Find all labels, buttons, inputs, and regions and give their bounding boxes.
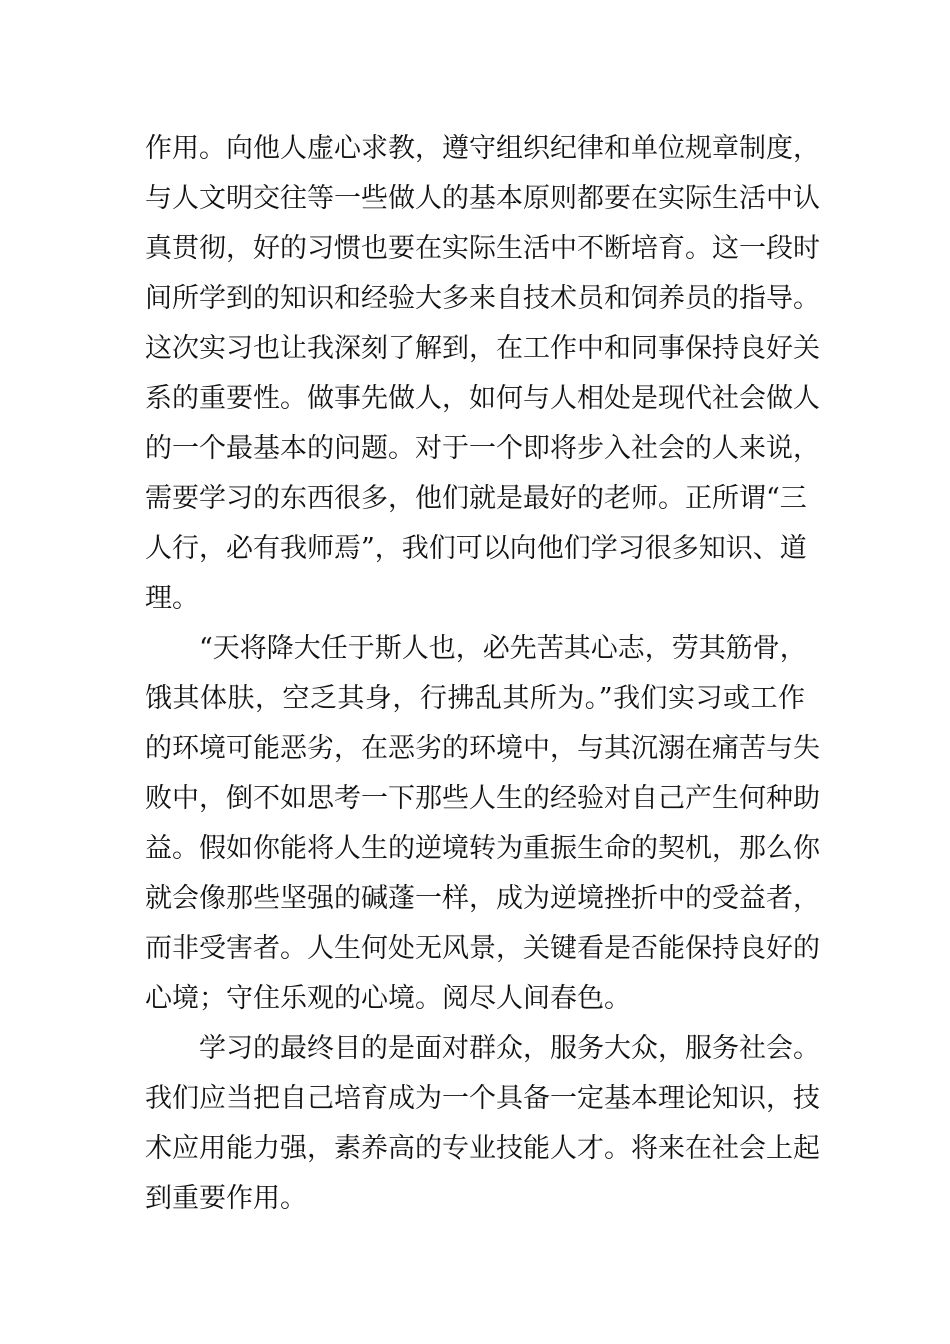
text-line: 术应用能力强，素养高的专业技能人才。将来在社会上起 bbox=[145, 1133, 820, 1164]
text-line: 我们应当把自己培育成为一个具备一定基本理论知识，技 bbox=[145, 1083, 820, 1114]
text-line: 到重要作用。 bbox=[145, 1183, 307, 1214]
text-line: 真贯彻，好的习惯也要在实际生活中不断培育。这一段时 bbox=[145, 233, 820, 264]
text-line: 人行，必有我师焉”，我们可以向他们学习很多知识、道 bbox=[145, 533, 807, 564]
text-line: 需要学习的东西很多，他们就是最好的老师。正所谓“三 bbox=[145, 483, 807, 514]
text-line: 的一个最基本的问题。对于一个即将步入社会的人来说， bbox=[145, 433, 820, 464]
text-line: 作用。向他人虚心求教，遵守组织纪律和单位规章制度， bbox=[145, 133, 820, 164]
text-line: 而非受害者。人生何处无风景，关键看是否能保持良好的 bbox=[145, 933, 820, 964]
text-line: 心境；守住乐观的心境。阅尽人间春色。 bbox=[145, 983, 631, 1014]
text-line: 间所学到的知识和经验大多来自技术员和饲养员的指导。 bbox=[145, 283, 820, 314]
paragraph-first-line: “天将降大任于斯人也，必先苦其心志，劳其筋骨， bbox=[199, 633, 807, 664]
text-line: 理。 bbox=[145, 583, 199, 614]
text-line: 饿其体肤，空乏其身，行拂乱其所为。”我们实习或工作 bbox=[145, 683, 805, 714]
paragraph-first-line: 学习的最终目的是面对群众，服务大众，服务社会。 bbox=[199, 1033, 820, 1064]
text-line: 与人文明交往等一些做人的基本原则都要在实际生活中认 bbox=[145, 183, 820, 214]
text-line: 益。假如你能将人生的逆境转为重振生命的契机，那么你 bbox=[145, 833, 820, 864]
text-line: 系的重要性。做事先做人，如何与人相处是现代社会做人 bbox=[145, 383, 820, 414]
text-line: 这次实习也让我深刻了解到，在工作中和同事保持良好关 bbox=[145, 333, 820, 364]
text-line: 败中，倒不如思考一下那些人生的经验对自己产生何种助 bbox=[145, 783, 820, 814]
text-line: 的环境可能恶劣，在恶劣的环境中，与其沉溺在痛苦与失 bbox=[145, 733, 820, 764]
text-line: 就会像那些坚强的碱蓬一样，成为逆境挫折中的受益者， bbox=[145, 883, 820, 914]
